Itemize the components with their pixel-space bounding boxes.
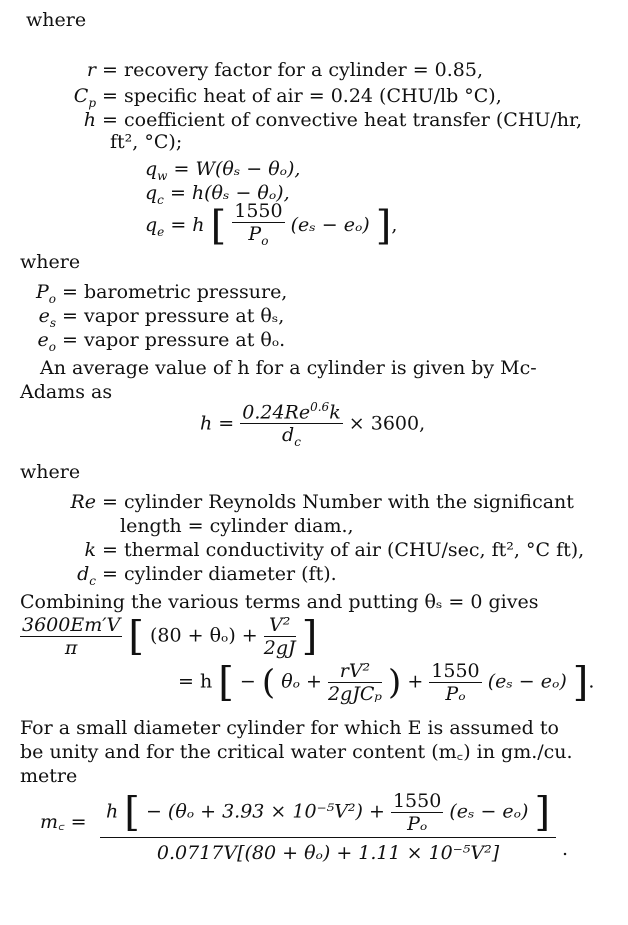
def-re: Re = cylinder Reynolds Number with the significant — [70, 491, 574, 513]
def-cp-text: = specific heat of air = 0.24 (CHU/lb °C), — [102, 85, 502, 107]
para3-line2: Adams as — [20, 381, 113, 403]
para6-line2: be unity and for the critical water content (m꜀) in gm./cu. — [20, 741, 573, 763]
def-r — [40, 58, 483, 82]
eq-qe: $q_e = h$ [ $\frac{1550}{P_o}$ (eₛ − eₒ) ], — [145, 200, 397, 252]
def-eo: $e_o$ = vapor pressure at θₒ. — [37, 329, 286, 354]
para3-line1: An average value of h for a cylinder is given by Mc- — [40, 357, 537, 379]
def-h — [40, 108, 582, 132]
eq-qc: $q_c = h(\theta_s - \theta_o)$, — [145, 182, 290, 207]
def-dc: $d_c$ = cylinder diameter (ft). — [77, 563, 337, 588]
eq-mc-period: . — [562, 838, 569, 860]
eq-comb-line2: = h [ − ( θₒ + $\frac{\text{rV²}}{\text{2gJCₚ}}$ ) + $\frac{1550}{\text{Pₒ}}$ (eₛ − eₒ) ]. — [178, 659, 595, 706]
para6-line1: For a small diameter cylinder for which E is assumed to — [20, 717, 559, 739]
def-po: $P_o$ = barometric pressure, — [35, 281, 288, 306]
eq-mc-frac: h [ − (θₒ + 3.93 × 10⁻⁵V²) + $\frac{1550}{\text{Pₒ}}$ (eₛ − eₒ) ] 0.0717V[(80 + θₒ) + 1.11 × 10⁻⁵V²] — [100, 790, 556, 864]
para5: Combining the various terms and putting θₛ = 0 gives — [20, 591, 539, 613]
def-es: $e_s$ = vapor pressure at θₛ, — [38, 305, 285, 330]
def-re-cont: length = cylinder diam., — [120, 515, 354, 537]
def-h-cont: ft², °C); — [110, 131, 183, 153]
symbol-h: h — [83, 109, 96, 131]
def-k: k = thermal conductivity of air (CHU/sec, ft², °C ft), — [84, 539, 585, 561]
symbol-cp: $C_p$ — [73, 85, 96, 110]
para6-line3: metre — [20, 765, 78, 787]
where-3: where — [20, 461, 81, 483]
where-1: where — [26, 9, 87, 31]
symbol-r: r — [86, 59, 96, 81]
eq-qw: $q_w = W(\theta_s - \theta_o)$, — [145, 158, 301, 183]
eq-h: h = $\frac{0.24Re^{0.6}k}{d_c}$ × 3600, — [200, 396, 425, 453]
def-r-text: = recovery factor for a cylinder = 0.85, — [102, 59, 484, 81]
def-h-text: = coefficient of convective heat transfer (CHU/hr, — [102, 109, 583, 131]
eq-comb-line1: $\frac{3600Em'V}{\pi}$ [ (80 + θₒ) + $\frac{\text{V²}}{2gJ}$ ] — [22, 613, 318, 660]
where-2: where — [20, 251, 81, 273]
eq-mc-lhs: m꜀ = — [40, 811, 87, 833]
eq-qe-frac: $\frac{1550}{P_o}$ — [234, 200, 283, 248]
